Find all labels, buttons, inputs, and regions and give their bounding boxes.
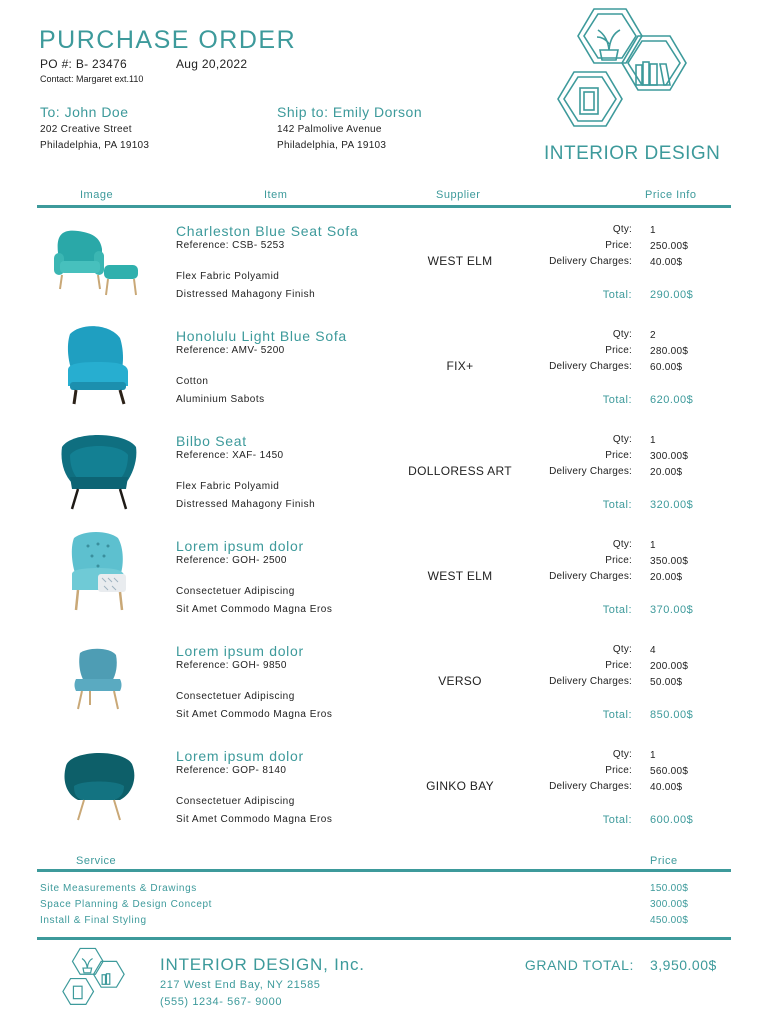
ship-to-block [277, 104, 422, 154]
item-supplier: WEST ELM [427, 569, 493, 583]
item-price: 280.00$ [650, 346, 689, 357]
item-material: Consectetuer Adipiscing [176, 691, 295, 702]
bill-to-name: To: John Doe [40, 104, 129, 120]
item-reference: Reference: GOH- 9850 [176, 660, 287, 671]
interior-design-logo-icon [548, 6, 698, 144]
item-delivery: 40.00$ [650, 257, 683, 268]
item-name: Charleston Blue Seat Sofa [176, 223, 359, 239]
footer-logo-icon [58, 947, 130, 1013]
item-qty: 1 [650, 435, 656, 446]
total-label: Total: [602, 814, 632, 826]
delivery-label: Delivery Charges: [549, 361, 632, 372]
item-reference: Reference: CSB- 5253 [176, 240, 285, 251]
price-label: Price: [605, 240, 632, 251]
brand-name: INTERIOR DESIGN [544, 143, 721, 164]
item-price: 350.00$ [650, 556, 689, 567]
qty-label: Qty: [612, 329, 632, 340]
slipper-chair-icon [48, 635, 148, 721]
item-name: Lorem ipsum dolor [176, 538, 304, 554]
item-qty: 4 [650, 645, 656, 656]
item-total: 850.00$ [650, 709, 694, 721]
item-finish: Distressed Mahagony Finish [176, 289, 316, 300]
column-header-supplier: Supplier [436, 189, 481, 201]
service-divider [37, 869, 731, 872]
item-price: 300.00$ [650, 451, 689, 462]
delivery-label: Delivery Charges: [549, 466, 632, 477]
tufted-wingback-chair-icon [48, 530, 148, 616]
total-label: Total: [602, 499, 632, 511]
price-label: Price: [605, 345, 632, 356]
item-supplier: FIX+ [446, 359, 474, 373]
item-price: 200.00$ [650, 661, 689, 672]
item-total: 290.00$ [650, 289, 694, 301]
price-label: Price: [605, 555, 632, 566]
item-total: 620.00$ [650, 394, 694, 406]
item-name: Lorem ipsum dolor [176, 643, 304, 659]
column-header-image: Image [80, 189, 114, 201]
qty-label: Qty: [612, 539, 632, 550]
item-reference: Reference: AMV- 5200 [176, 345, 285, 356]
ship-to-city: Philadelphia, PA 19103 [277, 140, 387, 151]
header-divider [37, 205, 731, 208]
document-header [0, 0, 768, 200]
item-delivery: 20.00$ [650, 572, 683, 583]
item-finish: Sit Amet Commodo Magna Eros [176, 604, 333, 615]
bill-to-city: Philadelphia, PA 19103 [40, 140, 150, 151]
item-reference: Reference: XAF- 1450 [176, 450, 284, 461]
table-row [0, 629, 768, 734]
item-supplier: GINKO BAY [426, 779, 494, 793]
item-qty: 1 [650, 540, 656, 551]
item-name: Bilbo Seat [176, 433, 247, 449]
total-label: Total: [602, 394, 632, 406]
egg-chair-icon [48, 740, 148, 826]
item-supplier: VERSO [438, 674, 482, 688]
service-name: Space Planning & Design Concept [40, 899, 213, 910]
item-total: 370.00$ [650, 604, 694, 616]
bill-to-block [40, 104, 149, 154]
column-header-item: Item [264, 189, 288, 201]
delivery-label: Delivery Charges: [549, 676, 632, 687]
po-date: Aug 20,2022 [176, 57, 248, 71]
item-finish: Distressed Mahagony Finish [176, 499, 316, 510]
item-total: 600.00$ [650, 814, 694, 826]
item-reference: Reference: GOH- 2500 [176, 555, 287, 566]
item-price: 560.00$ [650, 766, 689, 777]
qty-label: Qty: [612, 644, 632, 655]
item-finish: Aluminium Sabots [176, 394, 265, 405]
item-reference: Reference: GOP- 8140 [176, 765, 287, 776]
service-price: 450.00$ [650, 915, 689, 926]
item-delivery: 60.00$ [650, 362, 683, 373]
total-label: Total: [602, 709, 632, 721]
footer-address: 217 West End Bay, NY 21585 [160, 979, 321, 991]
armchair-with-ottoman-icon [48, 215, 148, 301]
item-supplier: DOLLORESS ART [408, 464, 512, 478]
item-total: 320.00$ [650, 499, 694, 511]
velvet-shell-chair-icon [48, 425, 148, 511]
footer-divider [37, 937, 731, 940]
footer-phone: (555) 1234- 567- 9000 [160, 996, 283, 1008]
item-name: Honolulu Light Blue Sofa [176, 328, 347, 344]
item-qty: 1 [650, 750, 656, 761]
grand-total-value: 3,950.00$ [650, 957, 717, 973]
service-price: 300.00$ [650, 899, 689, 910]
qty-label: Qty: [612, 749, 632, 760]
column-header-price-info: Price Info [645, 189, 697, 201]
delivery-label: Delivery Charges: [549, 781, 632, 792]
grand-total-label: GRAND TOTAL: [524, 957, 634, 973]
table-row [0, 419, 768, 524]
service-price: 150.00$ [650, 883, 689, 894]
item-delivery: 40.00$ [650, 782, 683, 793]
qty-label: Qty: [612, 434, 632, 445]
table-row [0, 734, 768, 839]
item-delivery: 50.00$ [650, 677, 683, 688]
service-name: Install & Final Styling [40, 915, 147, 926]
ship-to-street: 142 Palmolive Avenue [277, 124, 382, 135]
item-material: Cotton [176, 376, 209, 387]
ship-to-name: Ship to: Emily Dorson [277, 104, 423, 120]
delivery-label: Delivery Charges: [549, 256, 632, 267]
item-delivery: 20.00$ [650, 467, 683, 478]
service-column-header: Service [76, 855, 117, 867]
price-label: Price: [605, 450, 632, 461]
total-label: Total: [602, 289, 632, 301]
po-number: PO #: B- 23476 [40, 57, 127, 71]
po-contact: Contact: Margaret ext.110 [40, 74, 144, 84]
item-material: Flex Fabric Polyamid [176, 481, 280, 492]
bill-to-street: 202 Creative Street [40, 124, 132, 135]
table-row [0, 209, 768, 314]
price-label: Price: [605, 660, 632, 671]
item-price: 250.00$ [650, 241, 689, 252]
service-price-header: Price [650, 855, 678, 867]
service-name: Site Measurements & Drawings [40, 883, 197, 894]
delivery-label: Delivery Charges: [549, 571, 632, 582]
item-name: Lorem ipsum dolor [176, 748, 304, 764]
price-label: Price: [605, 765, 632, 776]
item-qty: 2 [650, 330, 656, 341]
total-label: Total: [602, 604, 632, 616]
item-material: Flex Fabric Polyamid [176, 271, 280, 282]
item-finish: Sit Amet Commodo Magna Eros [176, 814, 333, 825]
item-supplier: WEST ELM [427, 254, 493, 268]
item-material: Consectetuer Adipiscing [176, 586, 295, 597]
item-qty: 1 [650, 225, 656, 236]
qty-label: Qty: [612, 224, 632, 235]
footer-company-name: INTERIOR DESIGN, Inc. [160, 955, 365, 974]
item-finish: Sit Amet Commodo Magna Eros [176, 709, 333, 720]
wingback-chair-icon [48, 320, 148, 406]
page-title: PURCHASE ORDER [39, 26, 297, 54]
table-row [0, 314, 768, 419]
item-material: Consectetuer Adipiscing [176, 796, 295, 807]
table-row [0, 524, 768, 629]
